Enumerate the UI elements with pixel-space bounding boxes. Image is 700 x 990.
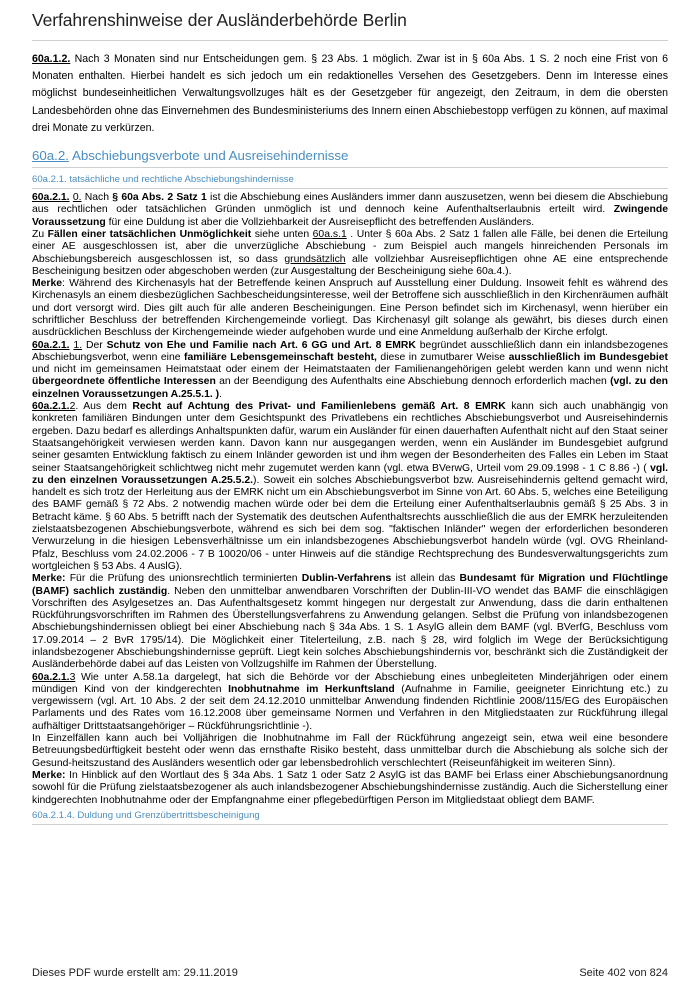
merke-bamf — [32, 770, 668, 807]
text-run: . Neben den unmittelbar anwendbaren Vorschriften der Dublin-III-VO wendet das BAMF die einschlägigen Vorschriften des Asylgesetzes an. Das Aufenthaltsgesetz kommt hingegen nur dergestalt zur Anwendung, dass die darin enthaltenen Rückführungsvorschriften im Rahmen des Überstellungsverfahrens zu Anwendung gelangen. Selbst die Prüfung von inlandsbezogenen Abschiebungshindernissen obliegt bei einer Abschiebung nach § 34a Abs. 1 S. 1 AsylG allein dem BAMF (vgl. BVerfG, Beschluss vom 17.09.2014 – 2 BvR 1795/14). Die Möglichkeit einer Titelerteilung, z.B. nach § 28, wird folglich im Wege der Berücksichtigung inlandsbezogener Abschiebungshindernisse geprüft. Liegt kein solches Abschiebungshindernis vor, beschränkt sich die Zuständigkeit der Ausländerbehörde dabei auf das Leisten von Vollzugshilfe im Rahmen der Überstellung. — [32, 585, 669, 671]
paragraph-number: 60a.2.1. — [32, 192, 70, 204]
document-page — [32, 10, 668, 825]
text-run: . — [219, 388, 222, 400]
subsection-heading-60a-2-1-4: 60a.2.1.4. Duldung und Grenzübertrittsbescheinigung — [32, 810, 668, 825]
merke-dublin — [32, 573, 668, 671]
bold-text: Dublin-Verfahrens — [301, 573, 392, 585]
text-run: (Aufnahme in Familie, geeigneter Einrichtung etc.) zu vergewissern (vgl. Art. 10 Abs. 2 der seit dem 24.12.2010 unmittelbar Anwendung findenden Richtlinie 2008/115/EG des Europäischen Parlaments und des Rates vom 16.12.2008 über gemeinsame Normen und Verfahren in den Mitgliedstaaten zur Rückführung illegal aufhältiger Drittstaatsangehöriger – Rückführungsrichtlinie -). — [32, 683, 668, 732]
merke-kirchenasyl — [32, 278, 668, 339]
paragraph-60a-2-1-3 — [32, 672, 668, 733]
merke-label: Merke: — [32, 573, 66, 585]
text-run: an der Beendigung des Aufenthalts eine Abschiebung dennoch erforderlich machen — [215, 376, 611, 388]
section-number-link[interactable]: 60a.2. — [32, 148, 69, 164]
subsection-heading-60a-2-1: 60a.2.1. tatsächliche und rechtliche Abschiebungshindernisse — [32, 174, 668, 189]
text-run: Der — [82, 339, 107, 351]
bold-text: § 60a Abs. 2 Satz 1 — [112, 192, 207, 204]
text-run: kann sich auch unabhängig von konkreten familiären Bindungen unter dem Gesichtspunkt des Privatlebens ein rechtliches Abschiebungsverbot und Ausreisehindernis ergeben. Dazu bedarf es allerdings Anhaltspunkten dafür, warum ein Ausländer für einen dauerhaften Aufenthalt nicht auf den Staat seiner Staatsangehörigkeit verwiesen werden kann. Davon kann nur ausgegangen werden, wenn ein Ausländer im Bundesgebiet aufgrund seiner gesamten Entwicklung faktisch zu einem Inländer geworden ist und ihm wegen der Besonderheiten des Falles ein Leben im Staat seiner Staatsangehörigkeit schlichtweg nicht mehr zugemutet werden kann (vgl. etwa BVerwG, Urteil vom 29.09.1998 - 1 C 8.86 -) ( — [32, 401, 669, 474]
text-run: : Während des Kirchenasyls hat der Betreffende keinen Anspruch auf Ausstellung einer Duldung. Insoweit fehlt es während des Kirchenasyls an einem diesbezüglichen Sachbescheidungsinteresse, weil der Betroffene sich ausschließlich in den Kirchenräumen aufhält und dort versorgt wird. Dies gilt auch für alle anderen Bescheinigungen. Eine Person befindet sich im Kirchenasyl, wenn hierüber ein schriftlicher Beschluss der betreffenden Kirchengemeinde vorliegt. Das Kirchenasyl gilt solange als gewährt, bis dieses durch einen ausdrücklichen Beschluss der Kirchengemeinde wieder aufgehoben wurde und eine Anmeldung außerhalb der Kirche erfolgt. — [32, 278, 668, 339]
text-run: diese in zumutbarer Weise — [376, 351, 509, 363]
cross-reference-link[interactable]: 60a.s.1 — [312, 228, 347, 240]
bold-text: Inobhutnahme im Herkunftsland — [228, 683, 395, 695]
bold-text: Bundesamt für Migration und Flüchtlinge (BAMF) sachlich zuständig — [32, 573, 669, 597]
bold-text: übergeordnete öffentliche Interessen — [32, 376, 216, 388]
paragraph-60a-2-1-2 — [32, 401, 668, 573]
bold-text: ausschließlich im Bundesgebiet — [508, 351, 668, 363]
text-run: ist allein das — [391, 573, 460, 585]
paragraph-60a-2-1-0 — [32, 192, 668, 229]
paragraph-subnumber: 3 — [69, 671, 76, 683]
paragraph-60a-2-1-1 — [32, 340, 668, 401]
bold-text: Recht auf Achtung des Privat- und Familienlebens gemäß Art. 8 EMRK — [132, 401, 506, 413]
text-run: Zu — [32, 228, 48, 240]
bold-text: Fällen einer tatsächlichen Unmöglichkeit — [47, 228, 252, 240]
paragraph-tatsaechliche-unmoeglichkeit — [32, 229, 668, 278]
section-title: Abschiebungsverbote und Ausreisehindernisse — [68, 148, 349, 164]
text-run: . Unter § 60a Abs. 2 Satz 1 fallen alle Fälle, bei denen die Erteilung einer AE ausgeschlossen ist, aber die unverzügliche Abschiebung - zum Beispiel auch mangels hinreichenden Personals im Abschiebungsbereich ausgeschlossen ist, so dass — [32, 228, 668, 265]
text-run: für eine Duldung ist aber die Vollziehbarkeit der Ausreisepflicht des betreffenden Ausländers. — [105, 216, 535, 228]
text-run: Nach — [81, 192, 113, 204]
paragraph-subnumber: 2 — [69, 401, 76, 413]
page-footer — [32, 967, 668, 979]
merke-label: Merke: — [32, 769, 66, 781]
paragraph-subnumber: 0. — [72, 192, 82, 204]
footer-page-number: Seite 402 von 824 — [579, 967, 668, 979]
text-run: ist die Abschiebung eines Ausländers immer dann auszusetzen, wenn bei diesem die Abschiebung aus rechtlichen oder tatsächlichen Gründen unmöglich ist und dennoch keine Aufenthaltserlaubnis erteilt wird. — [32, 192, 669, 216]
paragraph-number: 60a.1.2. — [32, 53, 71, 65]
document-body — [32, 192, 668, 807]
text-run: alle vollziehbar Ausreisepflichtigen ohne AE eine entsprechende Bescheinigung besitzen oder abgeschoben werden (zur Ausgestaltung der Bescheinigung siehe 60a.4.). — [32, 253, 668, 277]
text-run: und nicht im gemeinsamen Heimatstaat oder einem der Heimatstaaten der Familienangehörigen gelebt werden kann und wenn nicht — [32, 364, 668, 376]
merke-label: Merke — [32, 278, 63, 290]
text-run: begründet ausschließlich dann ein inlandsbezogenes Abschiebungsverbot, wenn eine — [32, 339, 668, 363]
section-heading-60a-2 — [32, 148, 668, 168]
paragraph-number: 60a.2.1. — [32, 401, 70, 413]
text-run: ). Soweit ein solches Abschiebungsverbot bzw. Ausreisehindernis geltend gemacht wird, handelt es sich trotz der Herleitung aus der EMRK nicht um ein Abschiebungsverbot im Sinne von Art. 60 Abs. 5, welches eine Beteiligung des BAMF gemäß § 72 Abs. 2 notwendig machen würde oder bei dem die Erteilung einer Aufenthaltserlaubnis gemäß § 25 Abs. 3 in Betracht käme. § 60 Abs. 5 betrifft nach der Systematik des deutschen Aufenthaltsrechts ausschließlich die aus der EMRK herzuleitenden zielstaatsbezogenen Abschiebungsverbote, während es sich bei dem sog. "faktischen Inländer" wegen der erforderlichen besonderen Verwurzelung in die hiesigen Lebensverhältnisse um ein inlandsbezogenes Abschiebungsverbot handeln würde (vgl. OVG Rheinland-Pfalz, Beschluss vom 24.02.2006 - 7 B 10020/06 - unter Hinweis auf die ständige Rechtsprechung des Bundesverwaltungsgerichts zum wortgleichen § 53 Abs. 4 AuslG). — [32, 474, 668, 572]
paragraph-volljaehrige: In Einzelfällen kann auch bei Volljährigen die Inobhutnahme im Fall der Rückführung angezeigt sein, etwa weil eine besondere Betreuungsbedürftigkeit besteht oder wenn das ernsthafte Risiko besteht, dass unmittelbar durch die Abschiebung als solche sich der Gesund-heitszustand des Ausländers wesentlich oder gar lebensbedrohlich verschlechtert (Reiseunfähigkeit im weiteren Sinn). — [32, 733, 668, 769]
paragraph-60a-1-2 — [32, 51, 668, 137]
bold-text: (vgl. zu den einzelnen Voraussetzungen A.25.5.1. ) — [32, 376, 668, 400]
text-run: siehe unten — [251, 228, 313, 240]
bold-text: familiäre Lebensgemeinschaft besteht, — [184, 351, 377, 363]
bold-text: Zwingende Voraussetzung — [32, 204, 668, 228]
paragraph-text: Nach 3 Monaten sind nur Entscheidungen gem. § 23 Abs. 1 möglich. Zwar ist in § 60a Abs. 1 S. 2 noch eine Frist von 6 Monaten enthalten. Hierbei handelt es sich jedoch um ein redaktionelles Versehen des Gesetzgebers. Denn im Interesse eines möglichst bundeseinheitlichen Verwaltungsvollzuges hält es der Gesetzgeber für angezeigt, den Zeitraum, in dem die obersten Landesbehörden ohne das Einvernehmen des Bundesministeriums des Innern einen Abschiebestopp verfügen zu können, auf maximal drei Monate zu verkürzen. — [32, 53, 668, 134]
bold-text: vgl. zu den einzelnen Voraussetzungen A.25.5.2. — [32, 462, 668, 486]
paragraph-number: 60a.2.1. — [32, 339, 70, 351]
footer-created-date: Dieses PDF wurde erstellt am: 29.11.2019 — [32, 967, 238, 979]
text-run: Für die Prüfung des unionsrechtlich terminierten — [65, 573, 302, 585]
paragraph-subnumber: 1. — [73, 339, 83, 351]
text-run: In Hinblick auf den Wortlaut des § 34a Abs. 1 Satz 1 oder Satz 2 AsylG ist das BAMF bei Erlass einer Abschiebungsanordnung sowohl für die Prüfung zielstaatsbezogener als auch inlandsbezogener Abschiebungshindernisse zuständig. Auch die Sicherstellung einer kindgerechten Inobhutnahme oder der Empfangnahme einer pflegebedürftigen Person im Mitgliedstaat obliegt dem BAMF. — [32, 769, 668, 806]
document-title: Verfahrenshinweise der Ausländerbehörde Berlin — [32, 10, 668, 41]
text-run: Wie unter A.58.1a dargelegt, hat sich die Behörde vor der Abschiebung eines unbegleiteten Minderjährigen oder einem mündigen Kind von der kindgerechten — [32, 671, 668, 695]
text-run: . Aus dem — [75, 401, 133, 413]
bold-text: Schutz von Ehe und Familie nach Art. 6 GG und Art. 8 EMRK — [106, 339, 416, 351]
paragraph-number: 60a.2.1. — [32, 671, 70, 683]
underlined-text: grundsätzlich — [284, 253, 346, 265]
